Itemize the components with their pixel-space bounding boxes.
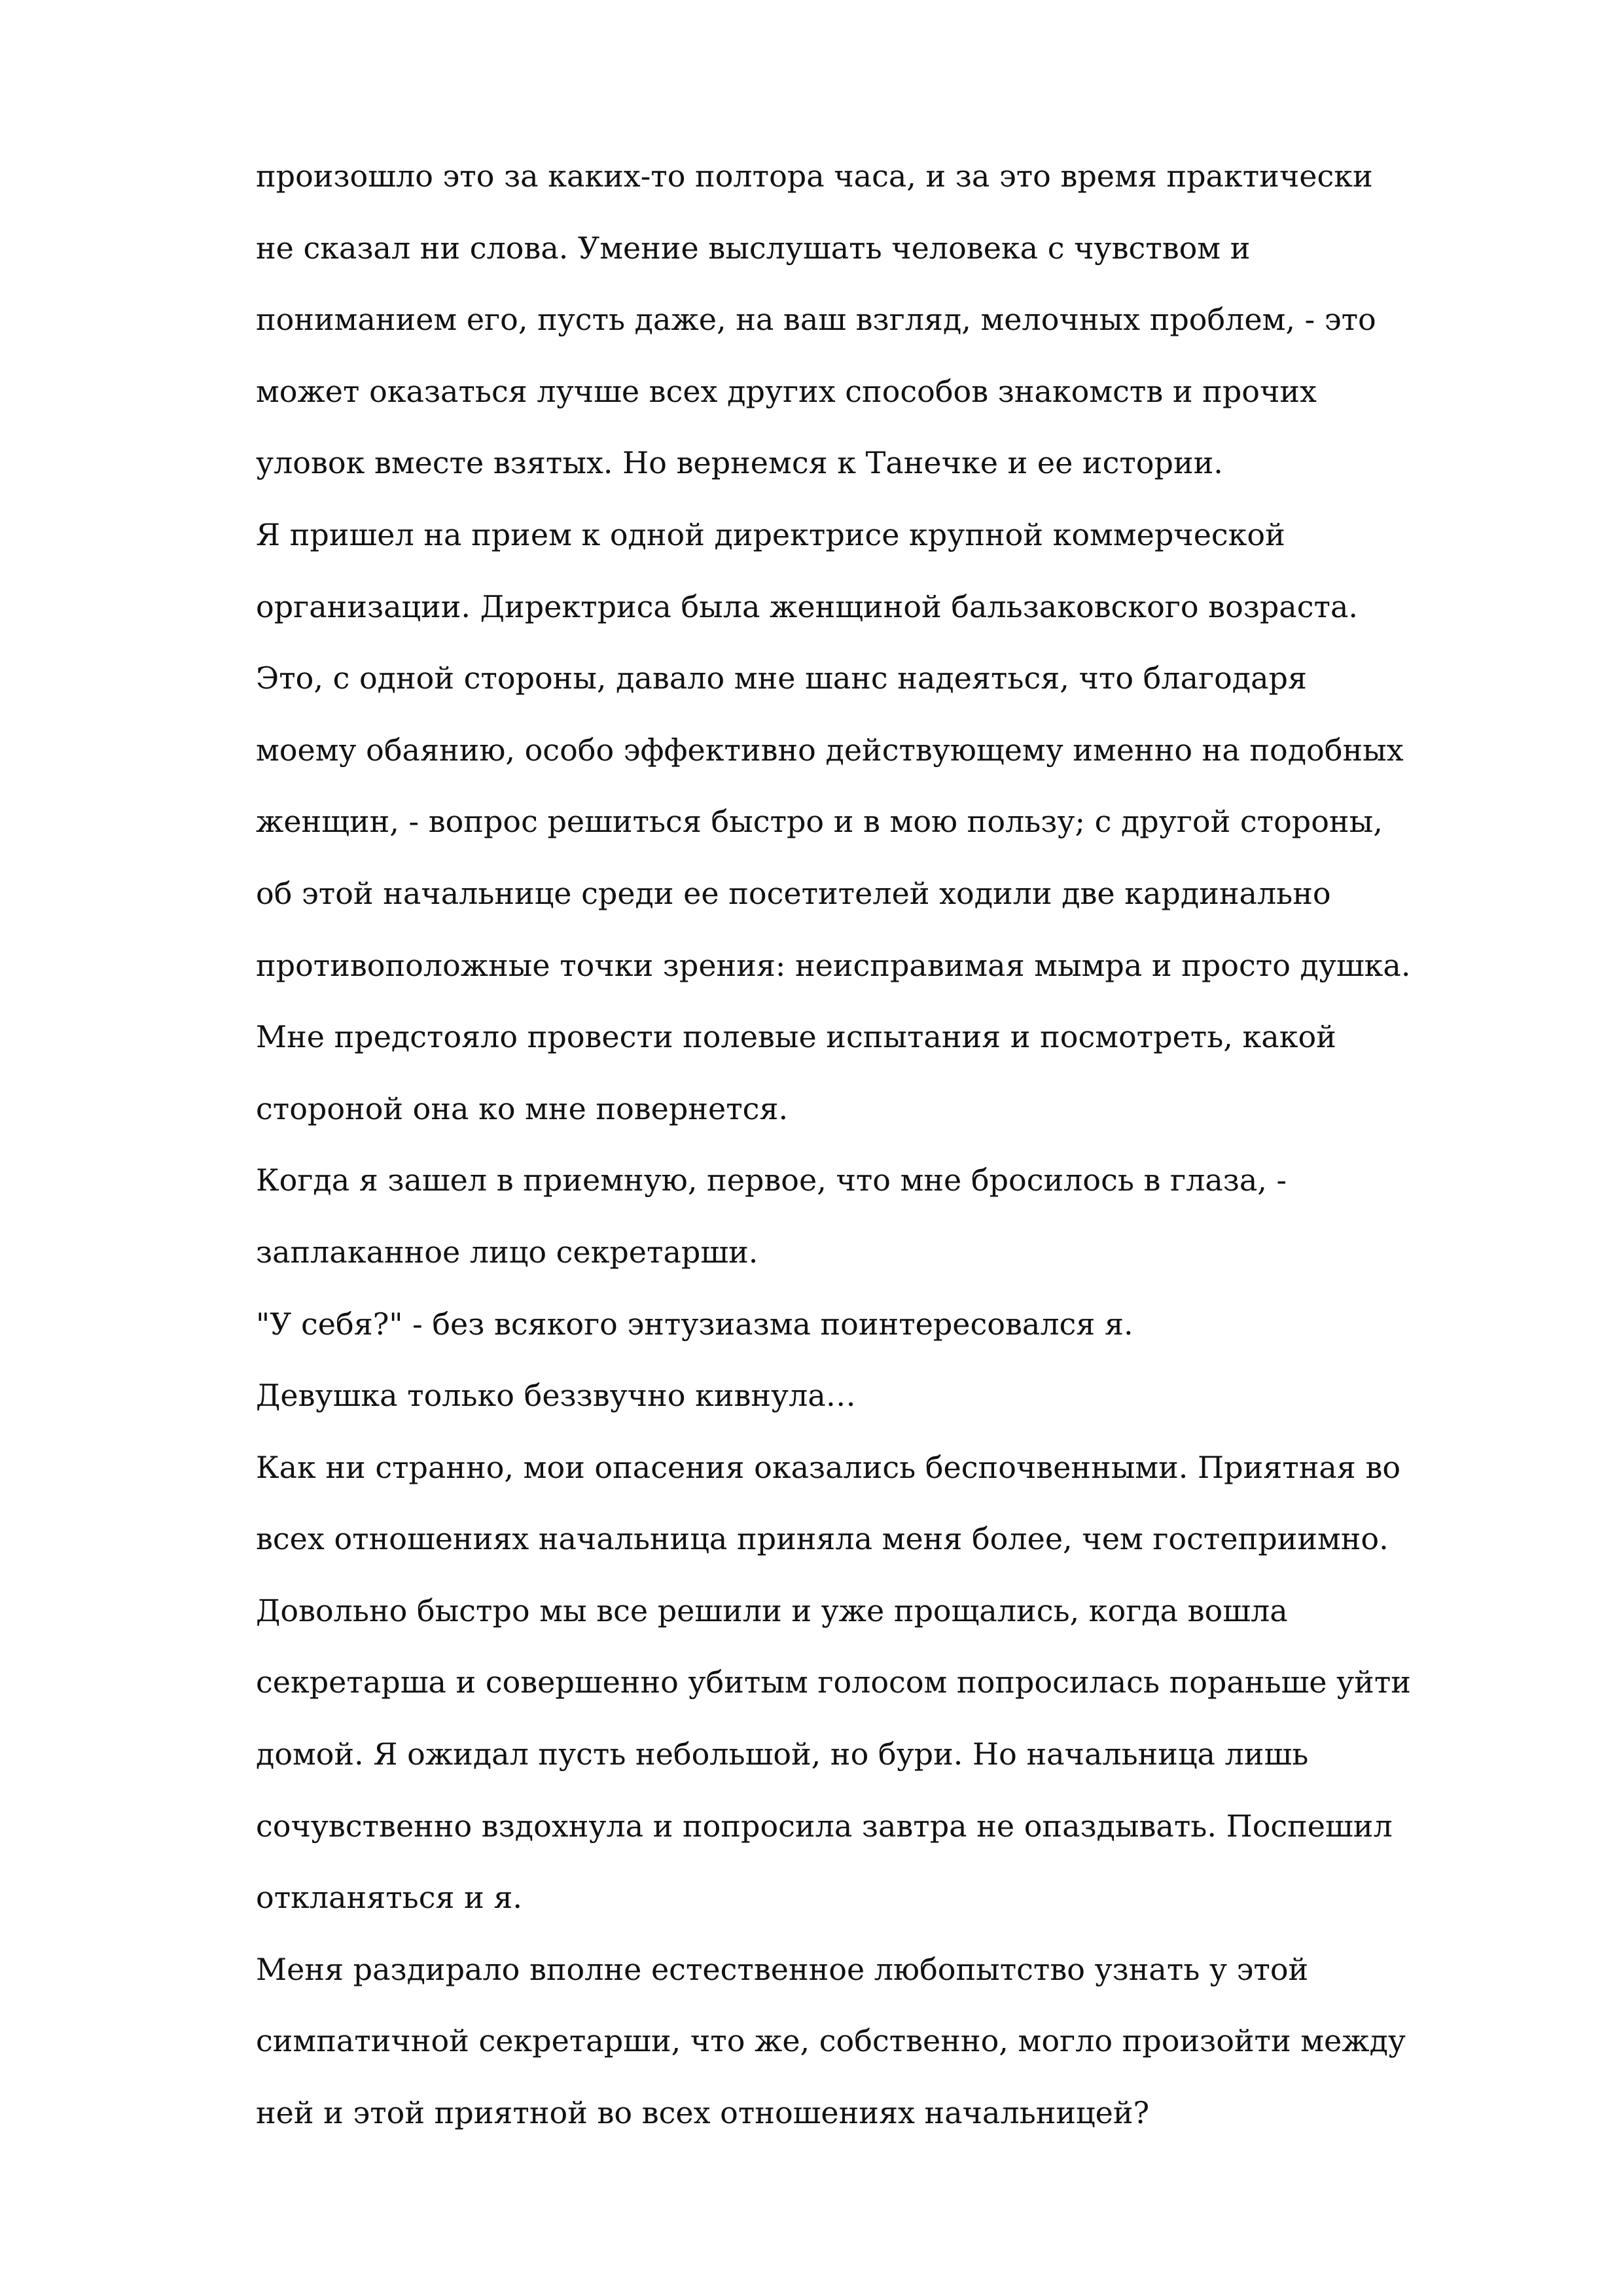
- text-line: Девушка только беззвучно кивнула…: [256, 1378, 856, 1414]
- text-line: уловок вместе взятых. Но вернемся к Танечке и ее истории.: [256, 445, 1223, 481]
- text-line: произошло это за каких-то полтора часа, и за это время практически: [256, 158, 1373, 194]
- text-line: "У себя?" - без всякого энтузиазма поинтересовался я.: [256, 1306, 1133, 1342]
- text-line: может оказаться лучше всех других способов знакомств и прочих: [256, 373, 1317, 409]
- text-line: об этой начальнице среди ее посетителей ходили две кардинально: [256, 875, 1331, 911]
- text-line: Я пришел на прием к одной директрисе крупной коммерческой: [256, 516, 1285, 552]
- text-line: секретарша и совершенно убитым голосом попросилась пораньше уйти: [256, 1664, 1411, 1700]
- text-line: пониманием его, пусть даже, на ваш взгляд, мелочных проблем, - это: [256, 302, 1376, 338]
- text-line: организации. Директриса была женщиной бальзаковского возраста.: [256, 588, 1358, 624]
- text-line: не сказал ни слова. Умение выслушать человека с чувством и: [256, 230, 1251, 266]
- text-line: сочувственно вздохнула и попросила завтра не опаздывать. Поспешил: [256, 1808, 1393, 1844]
- text-line: симпатичной секретарши, что же, собственно, могло произойти между: [256, 2023, 1406, 2059]
- text-line: откланяться и я.: [256, 1880, 523, 1916]
- text-line: Как ни странно, мои опасения оказались беспочвенными. Приятная во: [256, 1449, 1401, 1485]
- text-line: Довольно быстро мы все решили и уже прощались, когда вошла: [256, 1592, 1288, 1628]
- text-line: женщин, - вопрос решиться быстро и в мою пользу; с другой стороны,: [256, 804, 1383, 840]
- body-text: [256, 150, 1411, 2159]
- text-line: домой. Я ожидал пусть небольшой, но бури. Но начальница лишь: [256, 1736, 1309, 1772]
- text-line: моему обаянию, особо эффективно действующему именно на подобных: [256, 732, 1404, 768]
- text-line: Меня раздирало вполне естественное любопытство узнать у этой: [256, 1951, 1309, 1987]
- text-line: Мне предстояло провести полевые испытания и посмотреть, какой: [256, 1019, 1336, 1055]
- text-line: противоположные точки зрения: неисправимая мымра и просто душка.: [256, 947, 1411, 983]
- text-line: всех отношениях начальница приняла меня более, чем гостеприимно.: [256, 1521, 1389, 1557]
- text-line: Это, с одной стороны, давало мне шанс надеяться, что благодаря: [256, 660, 1308, 696]
- text-line: заплаканное лицо секретарши.: [256, 1234, 758, 1270]
- text-line: стороной она ко мне повернется.: [256, 1090, 789, 1126]
- text-line: Когда я зашел в приемную, первое, что мне бросилось в глаза, -: [256, 1162, 1287, 1198]
- text-line: ней и этой приятной во всех отношениях начальницей?: [256, 2095, 1150, 2131]
